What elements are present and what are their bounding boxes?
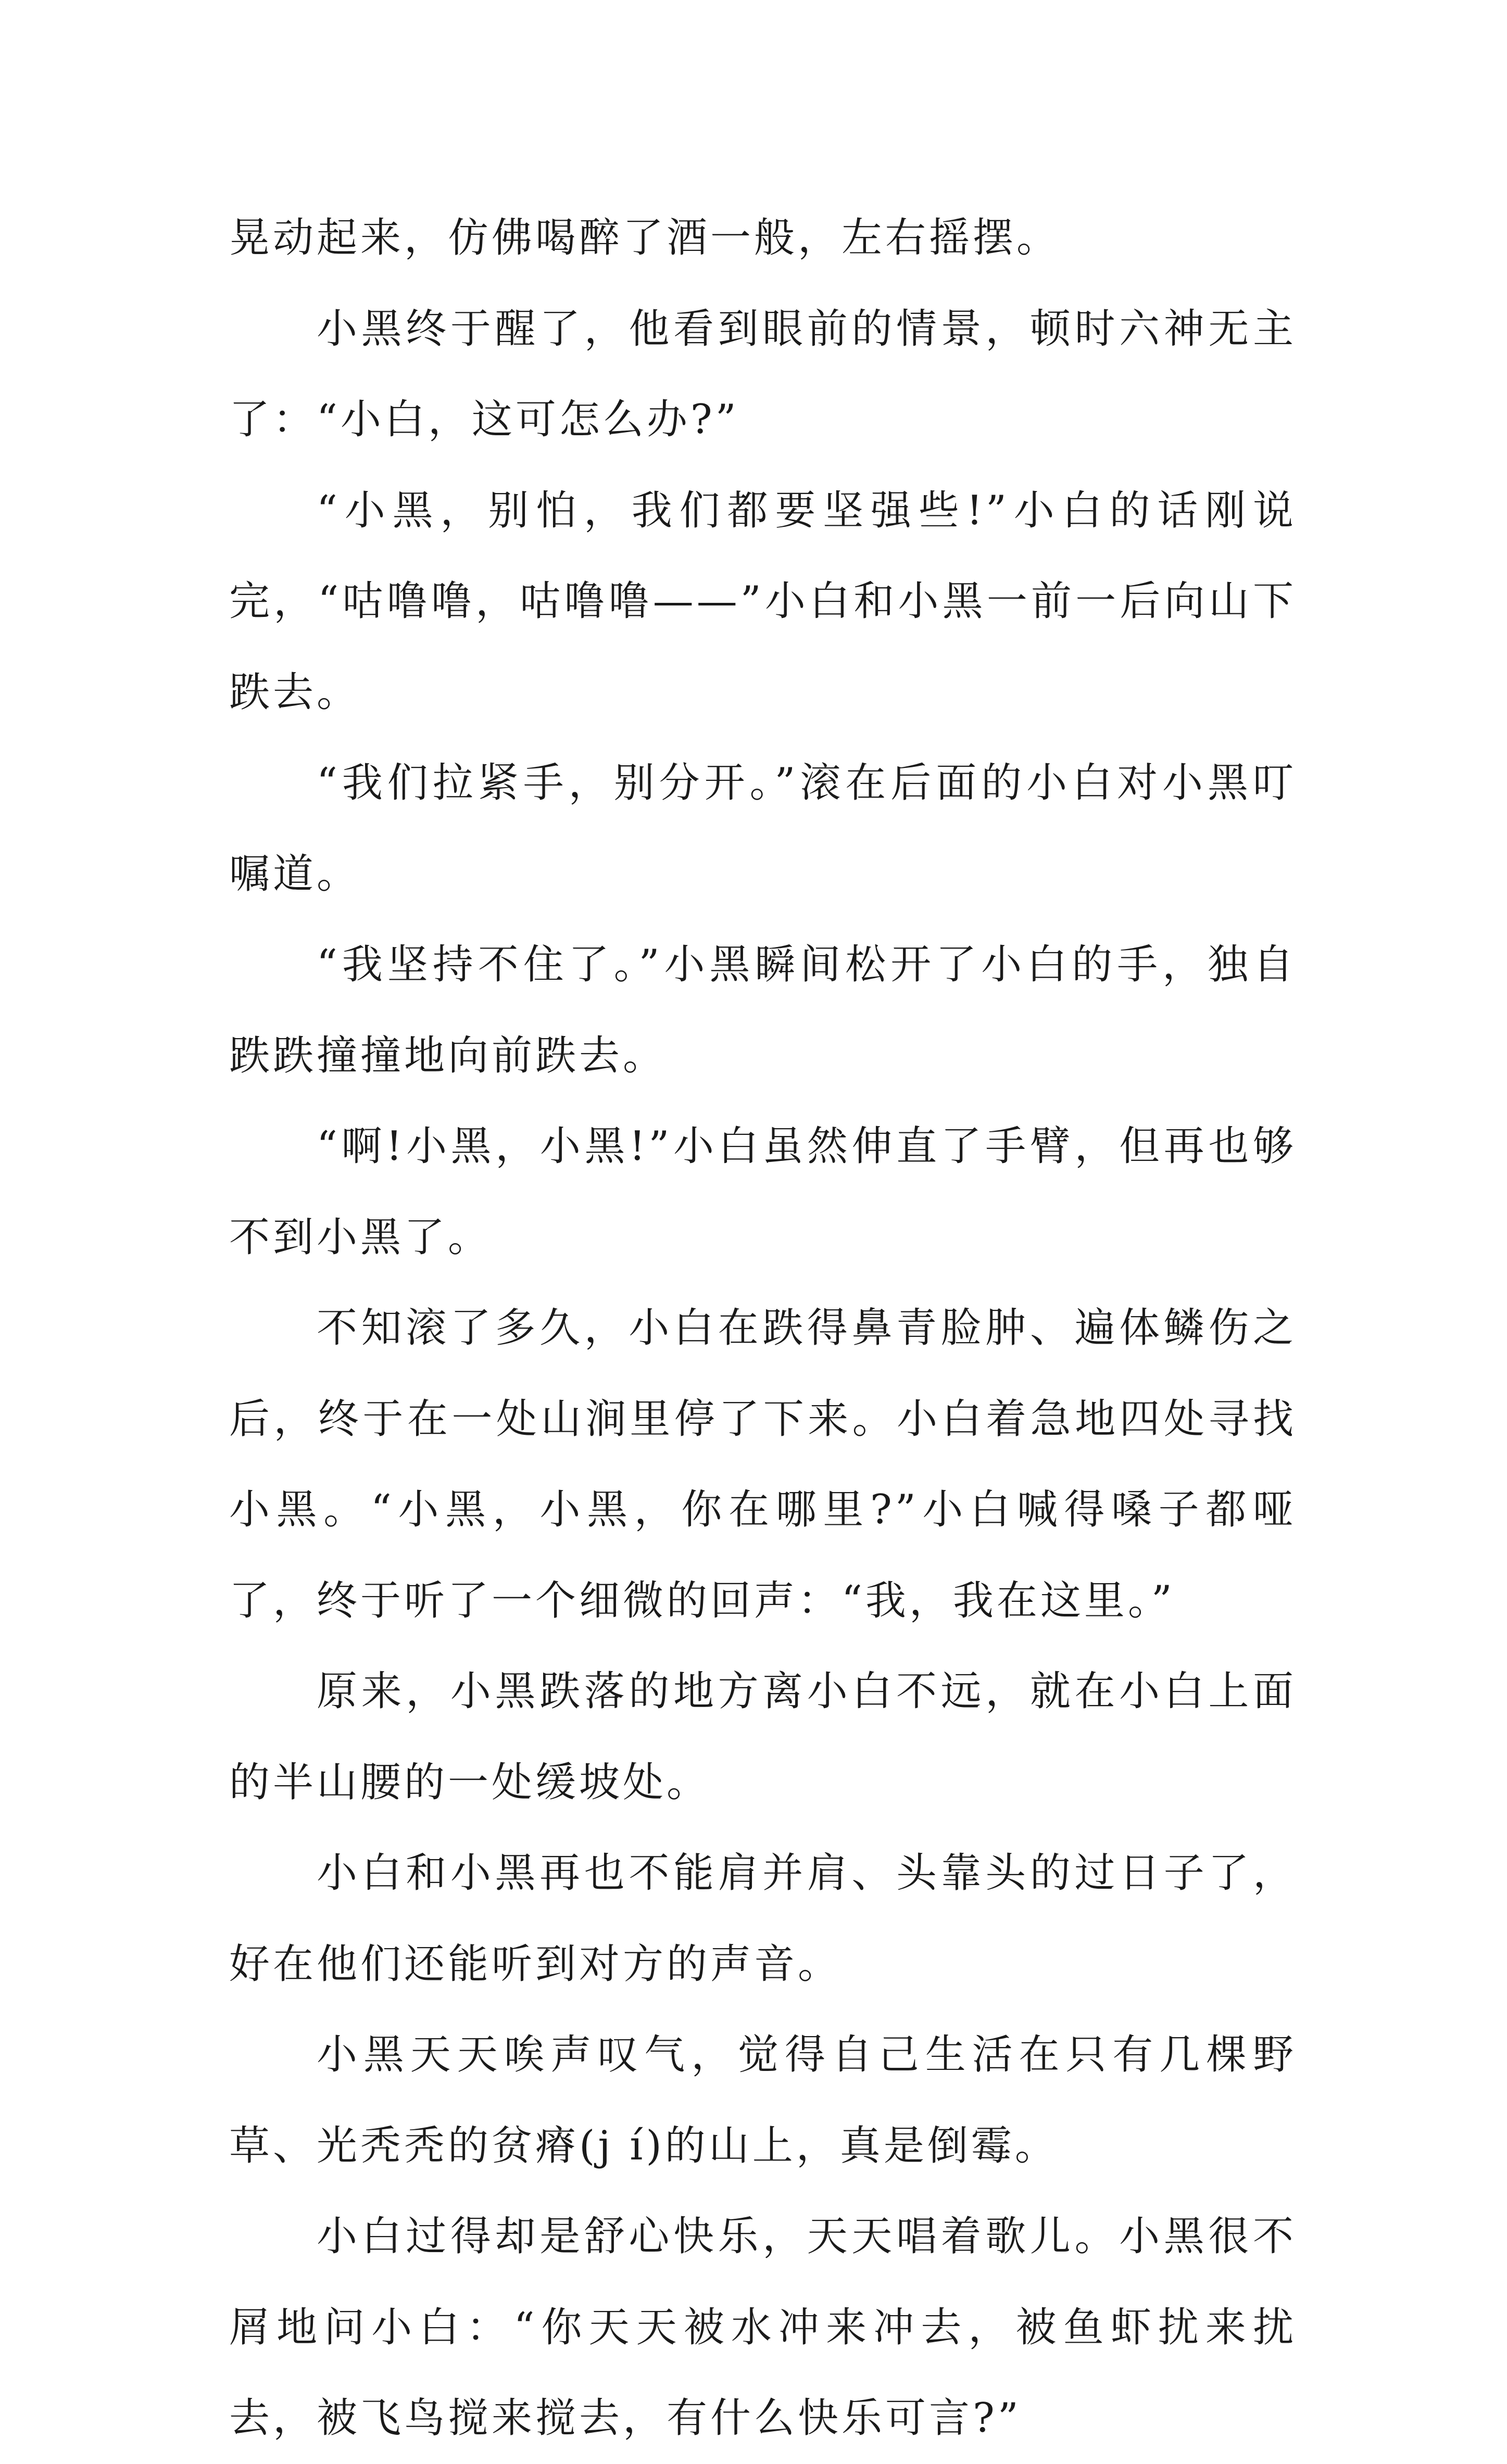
paragraph-1: 晃动起来，仿佛喝醉了酒一般，左右摇摆。	[229, 214, 1061, 261]
paragraph-9: 小白和小黑再也不能肩并肩、头靠头的过日子了，好在他们还能听到对方的声音。	[229, 1850, 1297, 1988]
paragraph-7: 不知滚了多久，小白在跌得鼻青脸肿、遍体鳞伤之后，终于在一处山涧里停了下来。小白着急地四处寻找小黑。“小黑，小黑，你在哪里?”小白喊得嗓子都哑了，终于听了一个细微的回声：“我，我在这里。”	[229, 1305, 1297, 1624]
paragraph-6: “啊!小黑，小黑!”小白虽然伸直了手臂，但再也够不到小黑了。	[229, 1123, 1297, 1261]
paragraph-10: 小黑天天唉声叹气，觉得自己生活在只有几棵野草、光秃秃的贫瘠(j í)的山上，真是倒霉。	[229, 2031, 1297, 2169]
paragraph-5: “我坚持不住了。”小黑瞬间松开了小白的手，独自跌跌撞撞地向前跌去。	[229, 941, 1297, 1079]
story-text	[229, 193, 1297, 2464]
paragraph-3: “小黑，别怕，我们都要坚强些!”小白的话刚说完，“咕噜噜，咕噜噜——”小白和小黑一前一后向山下跌去。	[229, 487, 1297, 716]
paragraph-11: 小白过得却是舒心快乐，天天唱着歌儿。小黑很不屑地问小白：“你天天被水冲来冲去，被鱼虾扰来扰去，被飞鸟搅来搅去，有什么快乐可言?”	[229, 2213, 1297, 2442]
paragraph-4: “我们拉紧手，别分开。”滚在后面的小白对小黑叮嘱道。	[229, 760, 1297, 898]
paragraph-8: 原来，小黑跌落的地方离小白不远，就在小白上面的半山腰的一处缓坡处。	[229, 1668, 1297, 1806]
paragraph-2: 小黑终于醒了，他看到眼前的情景，顿时六神无主了：“小白，这可怎么办?”	[229, 305, 1297, 443]
